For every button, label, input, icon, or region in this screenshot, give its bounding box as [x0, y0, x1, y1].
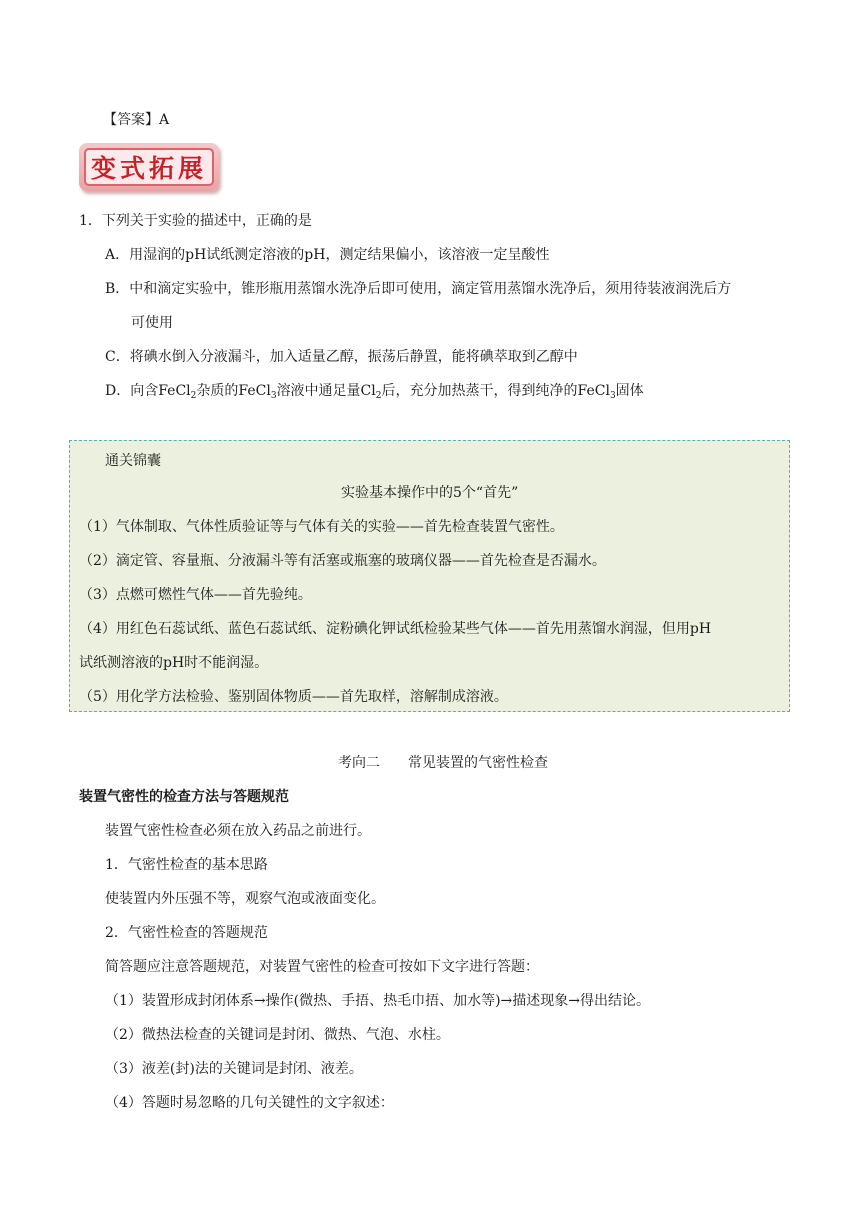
tips-title: 实验基本操作中的5个“首先” [341, 485, 519, 501]
para-5: 简答题应注意答题规范，对装置气密性的检查可按如下文字进行答题： [105, 959, 539, 975]
section-title: 考向二 常见装置的气密性检查 [338, 755, 548, 771]
para-4: 2．气密性检查的答题规范 [105, 925, 268, 941]
tips-item-2: （2）滴定管、容量瓶、分液漏斗等有活塞或瓶塞的玻璃仪器——首先检查是否漏水。 [79, 553, 606, 569]
para-7: （2）微热法检查的关键词是封闭、微热、气泡、水柱。 [105, 1027, 450, 1043]
answer-line: 【答案】A [103, 112, 170, 128]
para-3: 使装置内外压强不等，观察气泡或液面变化。 [105, 891, 385, 907]
tips-item-5: （5）用化学方法检验、鉴别固体物质——首先取样，溶解制成溶液。 [79, 689, 508, 705]
para-1: 装置气密性检查必须在放入药品之前进行。 [105, 823, 371, 839]
question-stem: 1．下列关于实验的描述中，正确的是 [79, 213, 312, 229]
tips-item-3: （3）点燃可燃性气体——首先验纯。 [79, 587, 312, 603]
para-2: 1．气密性检查的基本思路 [105, 857, 268, 873]
option-a: A．用湿润的pH试纸测定溶液的pH，测定结果偏小，该溶液一定呈酸性 [105, 247, 550, 263]
para-9: （4）答题时易忽略的几句关键性的文字叙述： [105, 1095, 394, 1111]
variant-extension-badge [79, 143, 219, 191]
tips-item-1: （1）气体制取、气体性质验证等与气体有关的实验——首先检查装置气密性。 [79, 519, 564, 535]
tips-item-4-line1: （4）用红色石蕊试纸、蓝色石蕊试纸、淀粉碘化钾试纸检验某些气体——首先用蒸馏水润湿，但用pH [79, 621, 712, 637]
option-c: C．将碘水倒入分液漏斗，加入适量乙醇，振荡后静置，能将碘萃取到乙醇中 [105, 349, 578, 365]
tips-item-4-line2: 试纸测溶液的pH时不能润湿。 [79, 655, 269, 671]
option-b-line1: B．中和滴定实验中，锥形瓶用蒸馏水洗净后即可使用，滴定管用蒸馏水洗净后，须用待装液润洗后方 [105, 281, 732, 297]
tips-heading: 通关锦囊 [105, 453, 161, 469]
badge-label: 变式拓展 [90, 154, 207, 183]
option-b-line2: 可使用 [131, 315, 173, 331]
section-subtitle: 装置气密性的检查方法与答题规范 [79, 789, 289, 805]
para-6: （1）装置形成封闭体系→操作(微热、手捂、热毛巾捂、加水等)→描述现象→得出结论。 [105, 993, 651, 1009]
para-8: （3）液差(封)法的关键词是封闭、液差。 [105, 1061, 363, 1077]
option-d: D．向含FeCl$_2$杂质的FeCl$_3$溶液中通足量$Cl_2$后，充分加热蒸干，得到纯净的FeCl$_3$固体 [105, 383, 644, 401]
